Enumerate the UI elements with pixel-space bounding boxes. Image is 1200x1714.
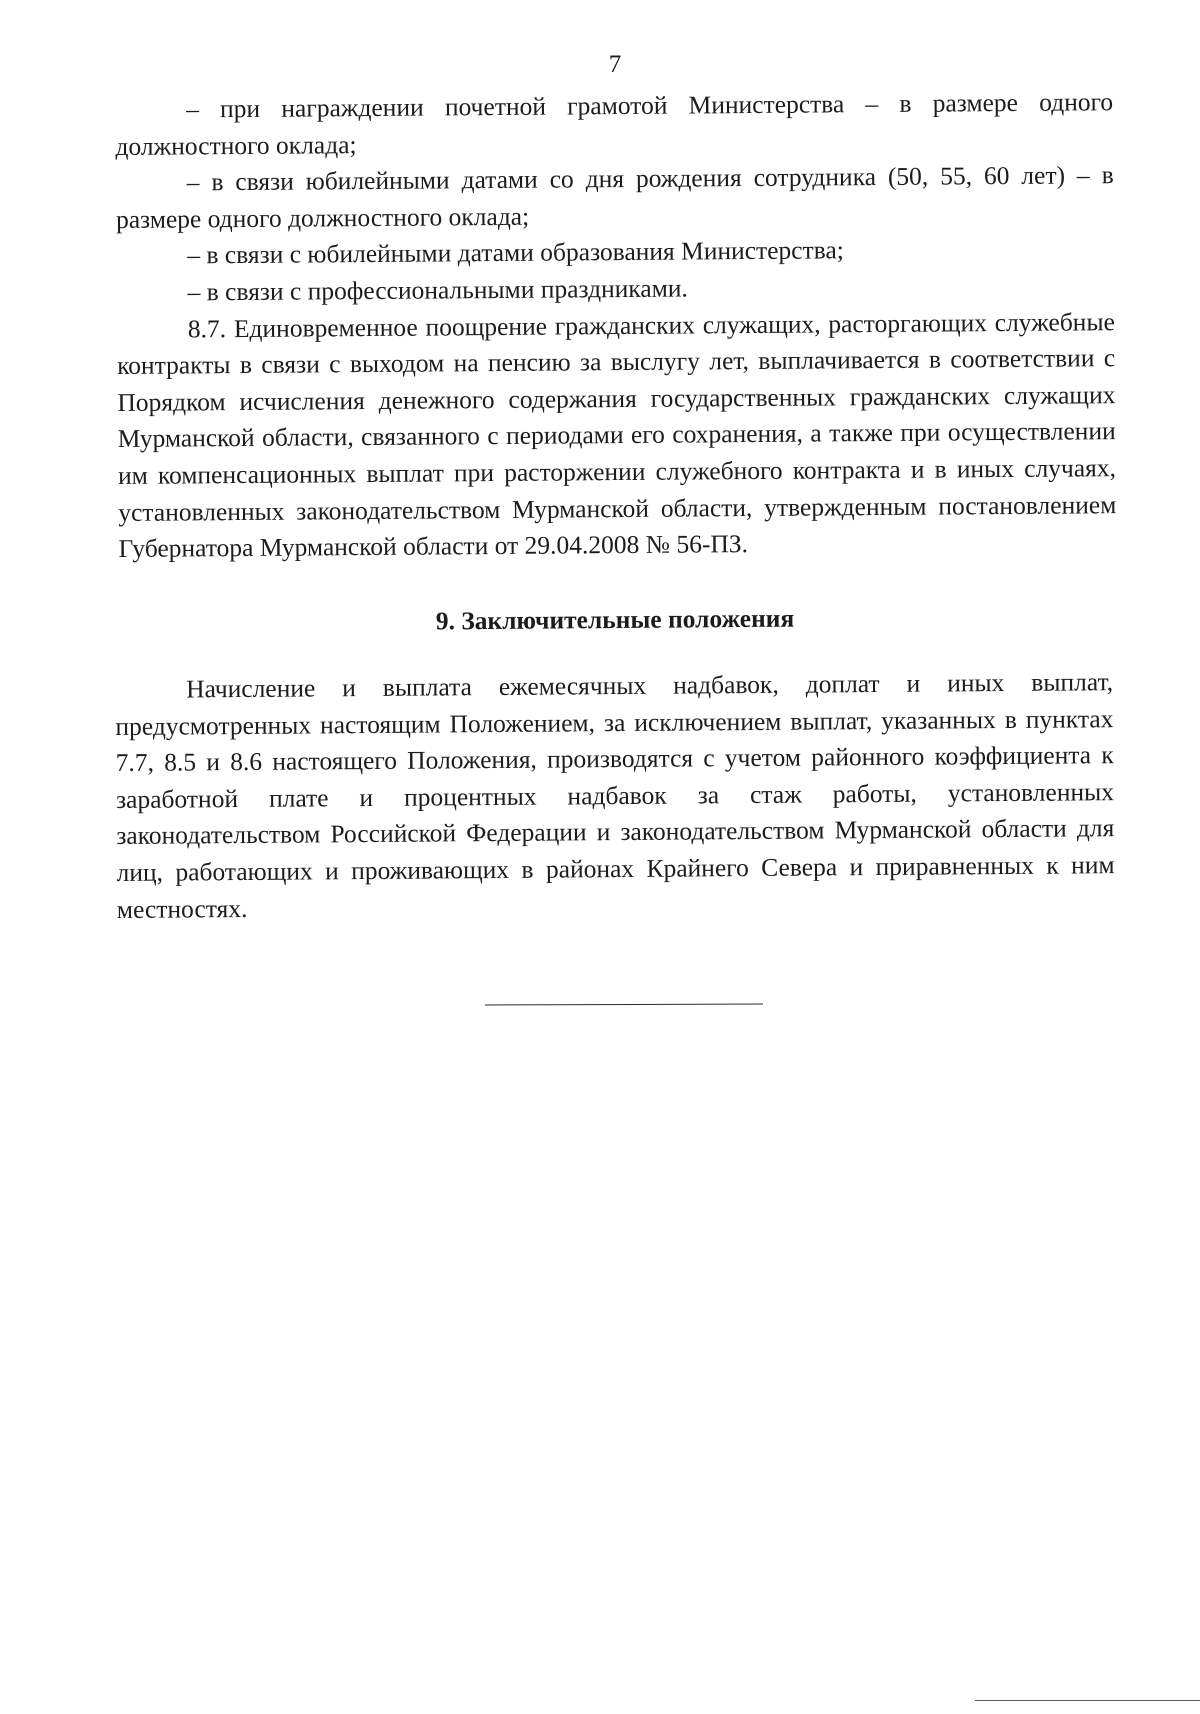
page-number: 7 (608, 51, 622, 78)
end-of-document-line (485, 1004, 763, 1006)
awards-list-section (115, 84, 1117, 568)
award-item-professional-holidays: – в связи с профессиональными праздниками. (187, 273, 688, 307)
final-provisions-section (115, 664, 1115, 928)
final-provisions-paragraph: Начисление и выплата ежемесячных надбавок, доплат и иных выплат, предусмотренных настоящим Положением, за исключением выплат, указанных в пунктах 7.7, 8.5 и 8.6 настоящего Положения, производятся с учетом районного коэффициента к заработной плате и процентных надбавок за стаж работы, установленных законодательством Российской Федерации и законодательством Мурманской области для лиц, работающих и проживающих в районах Крайнего Севера и приравненных к ним местностях. (115, 667, 1115, 924)
award-item-birthday-jubilee: – в связи юбилейными датами со дня рождения сотрудника (50, 55, 60 лет) – в размере одного должностного оклада; (115, 160, 1114, 234)
award-item-certificate: – при награждении почетной грамотой Министерства – в размере одного должностного оклада; (115, 87, 1114, 161)
section-heading-final-provisions: 9. Заключительные положения (435, 603, 795, 636)
clause-8-7-paragraph: 8.7. Единовременное поощрение гражданских служащих, расторгающих служебные контракты в связи с выходом на пенсию за выслугу лет, выплачивается в соответствии с Порядком исчисления денежного содержания государственных гражданских служащих Мурманской области, связанного с периодами его сохранения, а также при осуществлении им компенсационных выплат при расторжении служебного контракта и в иных случаях, установленных законодательством Мурманской области, утвержденным постановлением Губернатора Мурманской области от 29.04.2008 № 56-ПЗ. (117, 306, 1117, 564)
bottom-edge-mark (975, 1700, 1200, 1701)
award-item-ministry-jubilee: – в связи с юбилейными датами образования Министерства; (187, 235, 844, 270)
